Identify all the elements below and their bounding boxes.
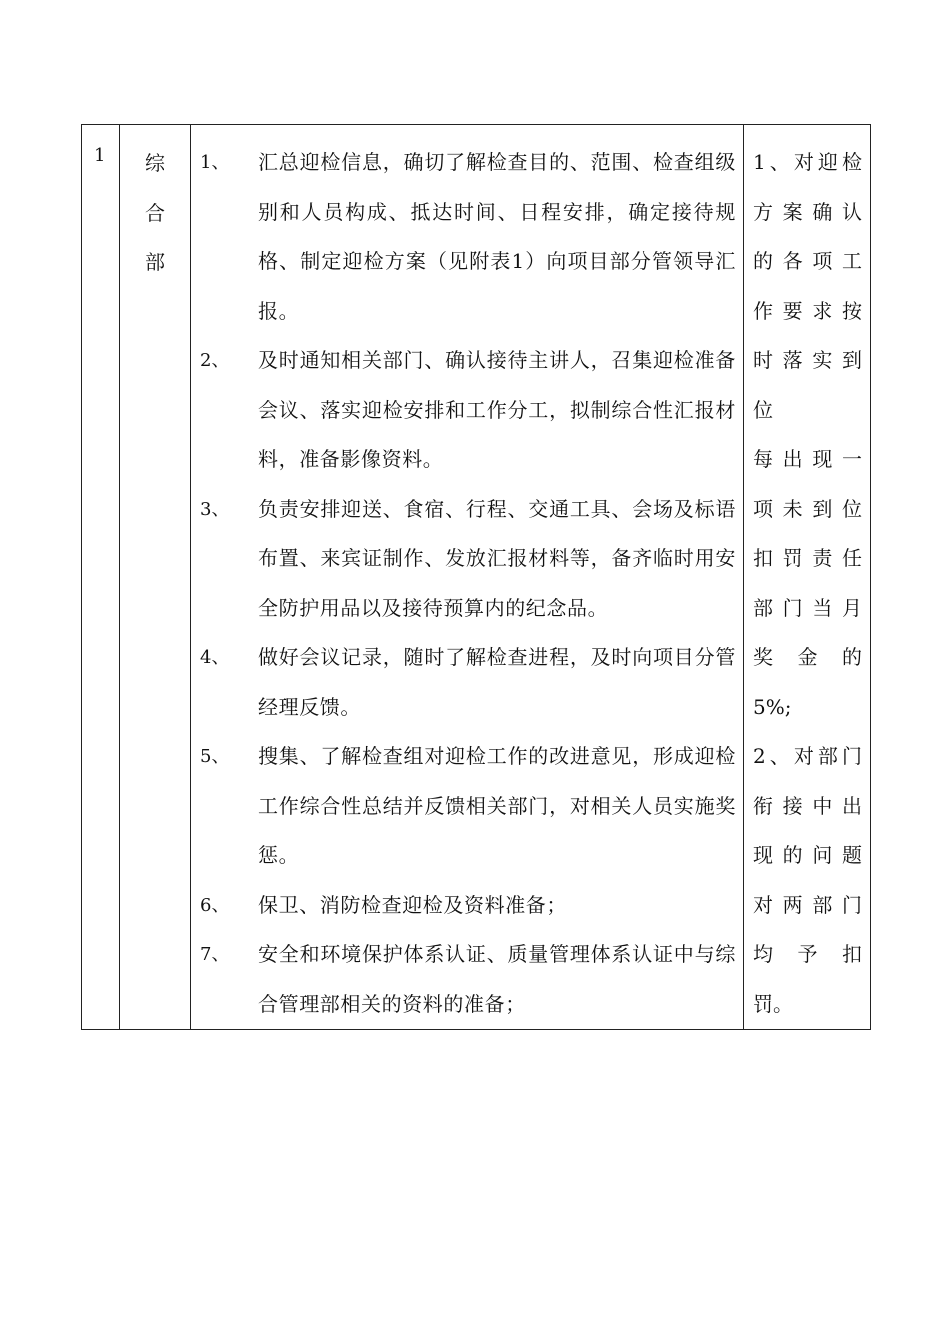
task-text: 及时通知相关部门、确认接待主讲人，召集迎检准备会议、落实迎检安排和工作分工，拟制综合性汇报材料，准备影像资料。 <box>258 348 736 471</box>
penalty-line: 均 予 扣 <box>753 942 862 966</box>
penalty-line: 1、对迎检 <box>753 150 862 174</box>
penalty-line: 时落实到 <box>753 348 862 372</box>
task-number: 1、 <box>200 152 230 173</box>
penalty-line: 2、对部门 <box>753 744 862 768</box>
department-cell <box>120 125 191 1030</box>
task-number: 3、 <box>200 498 230 520</box>
penalty-line: 部门当月 <box>753 595 862 620</box>
tasks-cell <box>191 125 744 1030</box>
penalty-line: 项未到位 <box>753 496 862 521</box>
penalty-line: 作要求按 <box>753 298 862 323</box>
penalty-line: 衔接中出 <box>753 793 862 818</box>
list-item <box>191 336 743 485</box>
penalty-line: 对两部门 <box>753 892 862 917</box>
task-text: 搜集、了解检查组对迎检工作的改进意见，形成迎检工作综合性总结并反馈相关部门，对相关人员实施奖惩。 <box>258 744 736 867</box>
duty-table <box>81 124 871 1030</box>
table-row <box>82 125 871 1030</box>
task-text: 汇总迎检信息，确切了解检查目的、范围、检查组级别和人员构成、抵达时间、日程安排，确定接待规格、制定迎检方案（见附表1）向项目部分管领导汇报。 <box>258 150 736 323</box>
penalty-line: 现的问题 <box>753 843 862 867</box>
penalty-cell <box>744 125 871 1030</box>
department-char: 合 <box>145 200 165 225</box>
penalty-line: 方案确认 <box>753 199 862 224</box>
task-number: 6、 <box>200 894 230 916</box>
row-number: 1 <box>94 145 106 166</box>
department-char: 综 <box>145 151 165 175</box>
list-item <box>191 485 743 634</box>
list-item <box>191 881 743 931</box>
penalty-line: 奖 金 的 <box>753 645 862 669</box>
task-list <box>191 125 743 1029</box>
penalty-line: 罚。 <box>753 991 793 1016</box>
list-item <box>191 930 743 1029</box>
task-number: 2、 <box>200 350 230 371</box>
row-number-cell <box>82 125 120 1030</box>
task-number: 4、 <box>200 647 230 668</box>
penalty-text <box>744 125 870 1029</box>
penalty-line: 每出现一 <box>753 447 862 471</box>
penalty-line: 的各项工 <box>753 249 862 273</box>
task-text: 负责安排迎送、食宿、行程、交通工具、会场及标语布置、来宾证制作、发放汇报材料等，备齐临时用安全防护用品以及接待预算内的纪念品。 <box>258 496 736 620</box>
penalty-line: 位 <box>753 397 773 422</box>
task-number: 5、 <box>200 746 230 767</box>
department-name <box>120 125 190 288</box>
penalty-line: 5%; <box>753 694 792 719</box>
list-item <box>191 732 743 881</box>
task-text: 保卫、消防检查迎检及资料准备； <box>258 892 567 917</box>
penalty-line: 扣罚责任 <box>753 546 862 570</box>
task-number: 7、 <box>200 944 230 965</box>
department-char: 部 <box>145 250 165 274</box>
list-item <box>191 138 743 336</box>
task-text: 做好会议记录，随时了解检查进程，及时向项目分管经理反馈。 <box>258 645 736 719</box>
list-item <box>191 633 743 732</box>
task-text: 安全和环境保护体系认证、质量管理体系认证中与综合管理部相关的资料的准备； <box>258 942 736 1016</box>
